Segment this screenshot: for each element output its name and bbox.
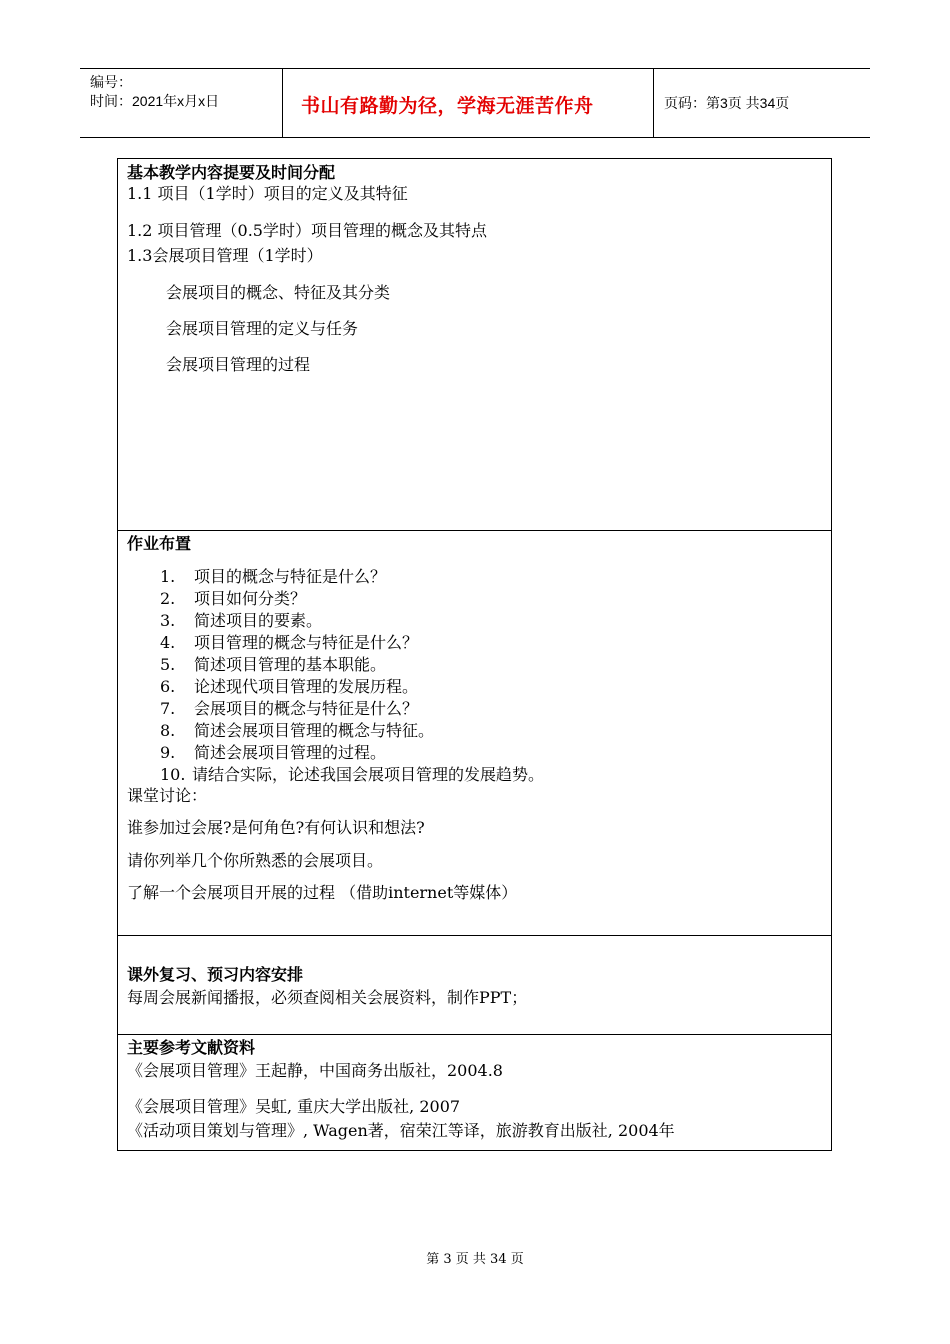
course-content-table bbox=[117, 158, 832, 1151]
page-info: 页码：第3页 共34页 bbox=[664, 95, 790, 111]
review-text: 每周会展新闻播报，必须查阅相关会展资料，制作PPT； bbox=[127, 988, 528, 1007]
homework-item: 5. 简述项目管理的基本职能。 bbox=[160, 655, 387, 674]
content-line: 1.2 项目管理（0.5学时）项目管理的概念及其特点 bbox=[127, 221, 487, 240]
section2-heading: 作业布置 bbox=[127, 534, 192, 553]
discussion-label: 课堂讨论： bbox=[127, 786, 208, 805]
section3-heading: 课外复习、预习内容安排 bbox=[127, 965, 304, 984]
homework-item: 4. 项目管理的概念与特征是什么？ bbox=[160, 633, 419, 652]
header-motto-cell bbox=[283, 69, 654, 137]
section-divider bbox=[118, 1034, 831, 1035]
section-divider bbox=[118, 530, 831, 531]
content-line: 1.1 项目（1学时）项目的定义及其特征 bbox=[127, 184, 408, 203]
homework-item: 3. 简述项目的要素。 bbox=[160, 611, 323, 630]
number-label: 编号： bbox=[90, 74, 132, 90]
reference-item: 《会展项目管理》吴虹, 重庆大学出版社, 2007 bbox=[127, 1097, 461, 1116]
section4-heading: 主要参考文献资料 bbox=[127, 1038, 256, 1057]
discussion-line: 请你列举几个你所熟悉的会展项目。 bbox=[127, 851, 384, 870]
homework-item: 8. 简述会展项目管理的概念与特征。 bbox=[160, 721, 435, 740]
section-divider bbox=[118, 935, 831, 936]
homework-item: 6. 论述现代项目管理的发展历程。 bbox=[160, 677, 419, 696]
content-line: 1.3会展项目管理（1学时） bbox=[127, 246, 323, 265]
time-label: 时间：2021年x月x日 bbox=[90, 93, 220, 109]
page-footer: 第 3 页 共 34 页 bbox=[426, 1252, 524, 1267]
content-subline: 会展项目的概念、特征及其分类 bbox=[166, 283, 391, 302]
section1-heading: 基本教学内容提要及时间分配 bbox=[127, 163, 336, 182]
homework-item: 2. 项目如何分类？ bbox=[160, 589, 307, 608]
homework-item: 10. 请结合实际，论述我国会展项目管理的发展趋势。 bbox=[160, 765, 545, 784]
content-subline: 会展项目管理的定义与任务 bbox=[166, 319, 359, 338]
header-meta-cell bbox=[80, 69, 283, 137]
homework-item: 9. 简述会展项目管理的过程。 bbox=[160, 743, 387, 762]
reference-item: 《会展项目管理》王起静，中国商务出版社，2004.8 bbox=[127, 1061, 503, 1080]
discussion-line: 了解一个会展项目开展的过程 （借助internet等媒体） bbox=[127, 883, 518, 902]
homework-item: 1. 项目的概念与特征是什么？ bbox=[160, 567, 387, 586]
reference-item: 《活动项目策划与管理》, Wagen著，宿荣江等译，旅游教育出版社, 2004年 bbox=[127, 1121, 675, 1140]
document-header bbox=[80, 68, 870, 138]
motto-text: 书山有路勤为径，学海无涯苦作舟 bbox=[301, 95, 594, 117]
discussion-line: 谁参加过会展?是何角色?有何认识和想法? bbox=[127, 818, 425, 837]
content-subline: 会展项目管理的过程 bbox=[166, 355, 311, 374]
homework-item: 7. 会展项目的概念与特征是什么？ bbox=[160, 699, 419, 718]
